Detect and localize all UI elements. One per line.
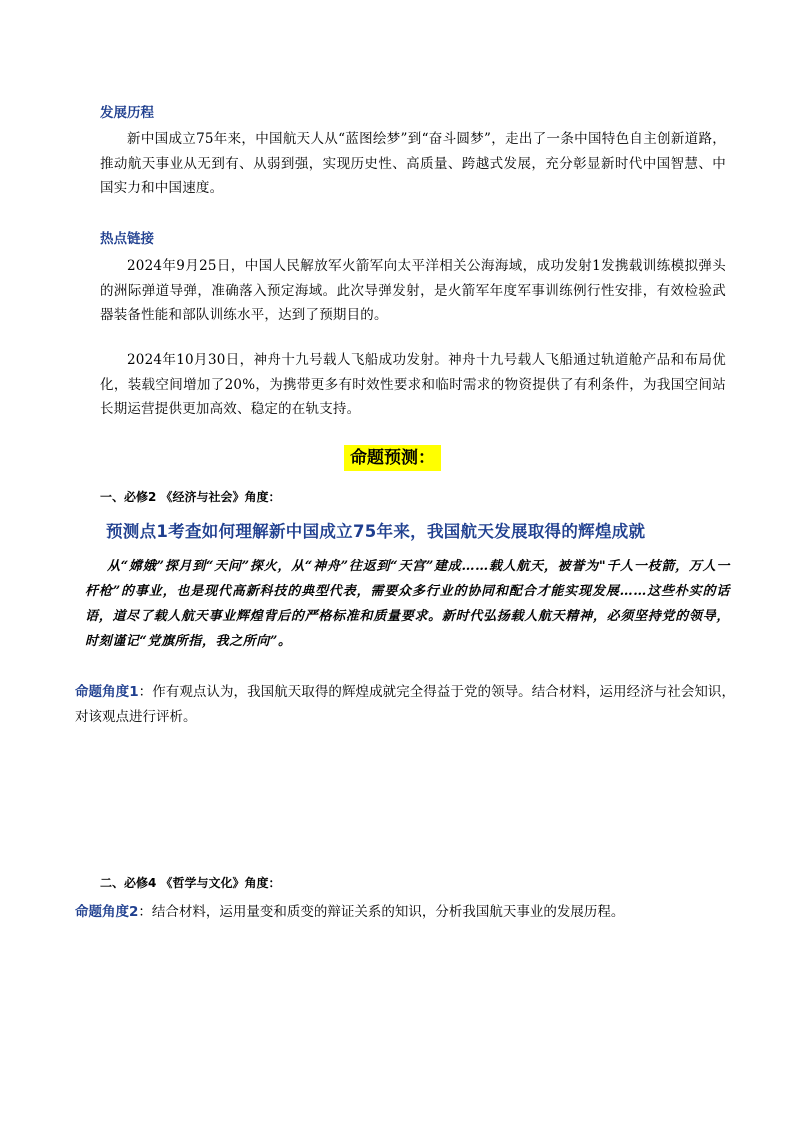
prediction-point: 预测点1考查如何理解新中国成立75年来，我国航天发展取得的辉煌成就 (106, 522, 646, 541)
history-paragraph: 新中国成立75年来，中国航天人从“蓝图绘梦”到“奋斗圆梦”，走出了一条中国特色自主创新道路，推动航天事业从无到有、从弱到强，实现历史性、高质量、跨越式发展，充分彰显新时代中国智慧、中国实力和中国速度。 (100, 131, 726, 196)
question-angle-2 (75, 900, 735, 925)
history-heading: 发展历程 (100, 105, 154, 121)
hotspot-paragraph-2: 2024年10月30日，神舟十九号载人飞船成功发射。神舟十九号载人飞船通过轨道舱产品和布局优化，装载空间增加了20%，为携带更多有时效性要求和临时需求的物资提供了有利条件，为我国空间站长期运营提供更加高效、稳定的在轨支持。 (100, 352, 726, 417)
question-label-1: 命题角度1 (75, 684, 139, 700)
part2-heading: 二、必修4 《哲学与文化》角度： (100, 876, 281, 890)
material-quote: 从“嫦娥”探月到“天问”探火，从“神舟”往返到“天宫”建成……载人航天，被誉为"千人一枝箭，万人一杆枪”的事业，也是现代高新科技的典型代表，需要众多行业的协同和配合才能实现发展……这些朴实的话语，道尽了载人航天事业辉煌背后的严格标准和质量要求。新时代弘扬载人航天精神，必须坚持党的领导，时刻谨记“党旗所指，我之所向”。 (85, 559, 730, 649)
question-text-2: ：结合材料，运用量变和质变的辩证关系的知识，分析我国航天事业的发展历程。 (138, 904, 625, 920)
hotspot-paragraph-1: 2024年9月25日，中国人民解放军火箭军向太平洋相关公海海域，成功发射1发携载训练模拟弹头的洲际弹道导弹，准确落入预定海域。此次导弹发射，是火箭军年度军事训练例行性安排，有效检验武器装备性能和部队训练水平，达到了预期目的。 (100, 258, 726, 323)
section-title: 命题预测： (344, 445, 441, 471)
question-text-1: ：作有观点认为，我国航天取得的辉煌成就完全得益于党的领导。结合材料，运用经济与社会知识，对该观点进行评析。 (75, 684, 735, 725)
hotspot-heading: 热点链接 (100, 231, 154, 247)
question-label-2: 命题角度2 (75, 904, 139, 920)
question-angle-1 (75, 680, 735, 730)
part1-heading: 一、必修2 《经济与社会》角度： (100, 490, 281, 504)
